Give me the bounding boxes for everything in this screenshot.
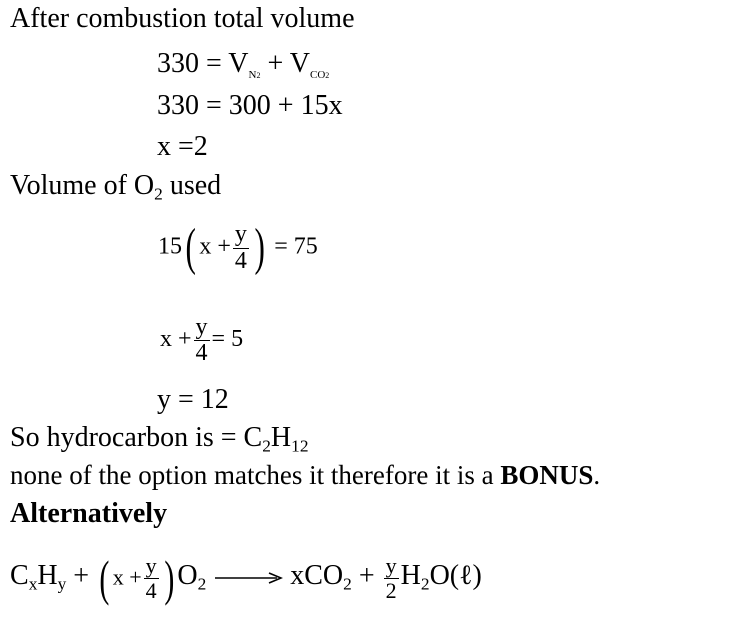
fraction-y-4: $\frac{y}{4}$ <box>234 221 247 274</box>
equation-x-plus-y4 <box>160 315 243 366</box>
reactant-o2: $O_2$ <box>177 560 207 594</box>
equation-y: y = 12 <box>157 384 229 415</box>
eq4-x: x + <box>199 233 231 260</box>
fraction-y-2: $\frac{y}{2}$ <box>385 553 397 603</box>
eq1-lhs: 330 = <box>157 48 222 79</box>
left-paren: ( <box>99 550 110 606</box>
eq4-rhs: = 75 <box>274 233 318 260</box>
text-after-combustion: After combustion total volume <box>10 3 355 34</box>
equation-reaction: $C_xH_y$ + ( x + $\frac{y}{4}$ ) $O_2$ xCO$_2$ + $\frac{y}{2}$ $H_2O(\ell)$ <box>10 550 482 606</box>
eq5-rhs: = 5 <box>211 326 244 353</box>
heading-alternatively: Alternatively <box>10 498 168 529</box>
right-paren: ) <box>254 219 265 276</box>
fraction-y-4: $\frac{y}{4}$ <box>195 314 208 367</box>
left-paren: ( <box>185 219 196 276</box>
bonus-label: BONUS <box>500 460 594 490</box>
text-hydrocarbon: So hydrocarbon is = $C_2H_{12}$ <box>10 422 309 456</box>
equation-o2-volume <box>158 219 318 276</box>
eq5-x: x + <box>160 326 192 353</box>
product-h2o: $H_2O(\ell)$ <box>400 560 482 594</box>
text-volume-o2: Volume of $O_2$ used <box>10 170 222 204</box>
eq1-v-co2: + $V_{CO2}$ <box>267 48 330 81</box>
fraction-y-4: $\frac{y}{4}$ <box>145 553 157 603</box>
product-co2: xCO$_2$ <box>290 560 352 594</box>
text-bonus: none of the option matches it therefore it is a BONUS. <box>10 460 601 490</box>
eq4-coef: 15 <box>158 233 182 260</box>
equation-total-volume <box>157 50 329 81</box>
equation-330: 330 = 300 + 15x <box>157 90 343 121</box>
reactant-hydrocarbon: $C_xH_y$ <box>10 560 67 594</box>
equation-x: x =2 <box>157 131 208 162</box>
right-paren: ) <box>164 550 174 606</box>
reaction-arrow-icon <box>213 571 283 585</box>
eq1-v-n2: $V_{N2}$ <box>228 48 261 81</box>
